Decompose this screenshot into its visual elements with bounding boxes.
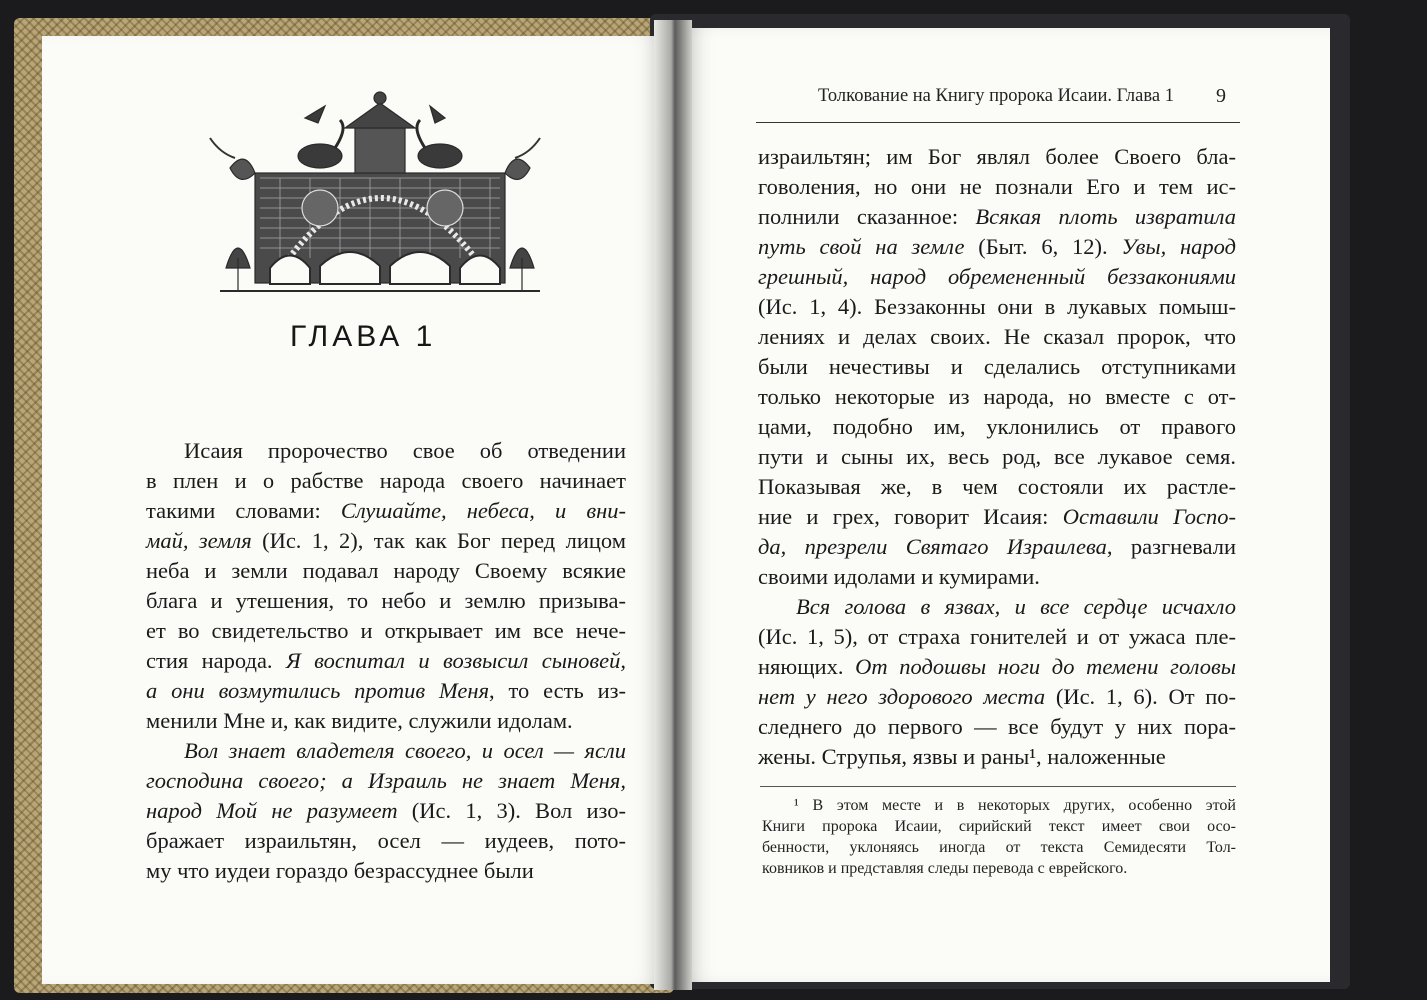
header-rule (756, 122, 1240, 123)
running-header: Толкование на Книгу пророка Исаии. Глава 1 (818, 86, 1174, 106)
page-number: 9 (1216, 85, 1226, 107)
text-line: (Ис. 1, 5), от страха гонителей и от ужаса пле- (758, 624, 1236, 649)
text-line: израильтян; им Бог являл более Своего бла- (758, 144, 1236, 169)
text-line: ет во свидетельство и открывает им все нече- (146, 618, 626, 643)
footnote-line: ковников и представляя следы перевода с еврейского. (762, 860, 1128, 877)
text-line: неба и земли подавал народу Своему всякие (146, 558, 626, 583)
text-line: такими словами: Слушайте, небеса, и вни- (146, 498, 626, 523)
footnote-line: бенности, уклоняясь иногда от текста Семидесяти Тол- (762, 839, 1236, 856)
text-line: да, презрели Святаго Израилева, разгневали (758, 534, 1236, 559)
left-body-text (146, 436, 626, 886)
text-line: только некоторые из народа, но вместе с от- (758, 384, 1236, 409)
text-line: а они возмутились против Меня, то есть из- (146, 678, 626, 703)
text-line: говоления, но они не познали Его и тем ис- (758, 174, 1236, 199)
footnote-rule (760, 786, 1236, 787)
text-line: ние и грех, говорит Исаия: Оставили Госпо- (758, 504, 1236, 529)
text-line: полнили сказанное: Всякая плоть извратила (758, 204, 1236, 229)
footnote (762, 795, 1236, 879)
footnote-line: ¹ В этом месте и в некоторых других, особенно этой (794, 797, 1236, 814)
text-line: нет у него здорового места (Ис. 1, 6). От по- (758, 684, 1237, 709)
chapter-ornament-illustration (190, 78, 560, 308)
text-line: Исаия пророчество свое об отведении (184, 438, 626, 463)
text-line: стия народа. Я воспитал и возвысил сыновей, (146, 648, 626, 673)
text-line: своими идолами и кумирами. (758, 564, 1040, 589)
book-gutter (654, 20, 692, 990)
text-line: блага и утешения, то небо и землю призыва- (146, 588, 626, 613)
footnote-line: Книги пророка Исаии, сирийский текст имеет свои осо- (762, 818, 1236, 835)
text-line: лениях и делах своих. Не сказал пророк, что (758, 324, 1236, 349)
text-line: (Ис. 1, 4). Беззаконны они в лукавых помыш- (758, 294, 1236, 319)
text-line: пути и сыны их, весь род, все лукавое семя. (758, 444, 1236, 469)
text-line: народ Мой не разумеет (Ис. 1, 3). Вол изо- (146, 798, 627, 823)
text-line: в плен и о рабстве народа своего начинает (146, 468, 626, 493)
text-line: Показывая же, в чем состояли их растле- (758, 474, 1236, 499)
text-line: бражает израильтян, осел — иудеев, пото- (146, 828, 626, 853)
text-line: Вся голова в язвах, и все сердце исчахло (796, 594, 1236, 619)
text-line: грешный, народ обремененный беззакониями (758, 264, 1236, 289)
text-line: Вол знает владетеля своего, и осел — ясли (184, 738, 626, 763)
text-line: менили Мне и, как видите, служили идолам. (146, 708, 573, 733)
text-line: следнего до первого — все будут у них пора- (758, 714, 1236, 739)
text-line: няющих. От подошвы ноги до темени головы (758, 654, 1236, 679)
text-line: были нечестивы и сделались отступниками (758, 354, 1236, 379)
right-body-text (758, 142, 1236, 772)
text-line: господина своего; а Израиль не знает Меня, (146, 768, 626, 793)
text-line: му что иудеи гораздо безрассуднее были (146, 858, 534, 883)
text-line: цами, подобно им, уклонились от правого (758, 414, 1236, 439)
text-line: жены. Струпья, язвы и раны¹, наложенные (758, 744, 1166, 769)
chapter-heading: ГЛАВА 1 (290, 320, 437, 353)
text-line: май, земля (Ис. 1, 2), так как Бог перед лицом (146, 528, 626, 553)
text-line: путь свой на земле (Быт. 6, 12). Увы, народ (758, 234, 1237, 259)
